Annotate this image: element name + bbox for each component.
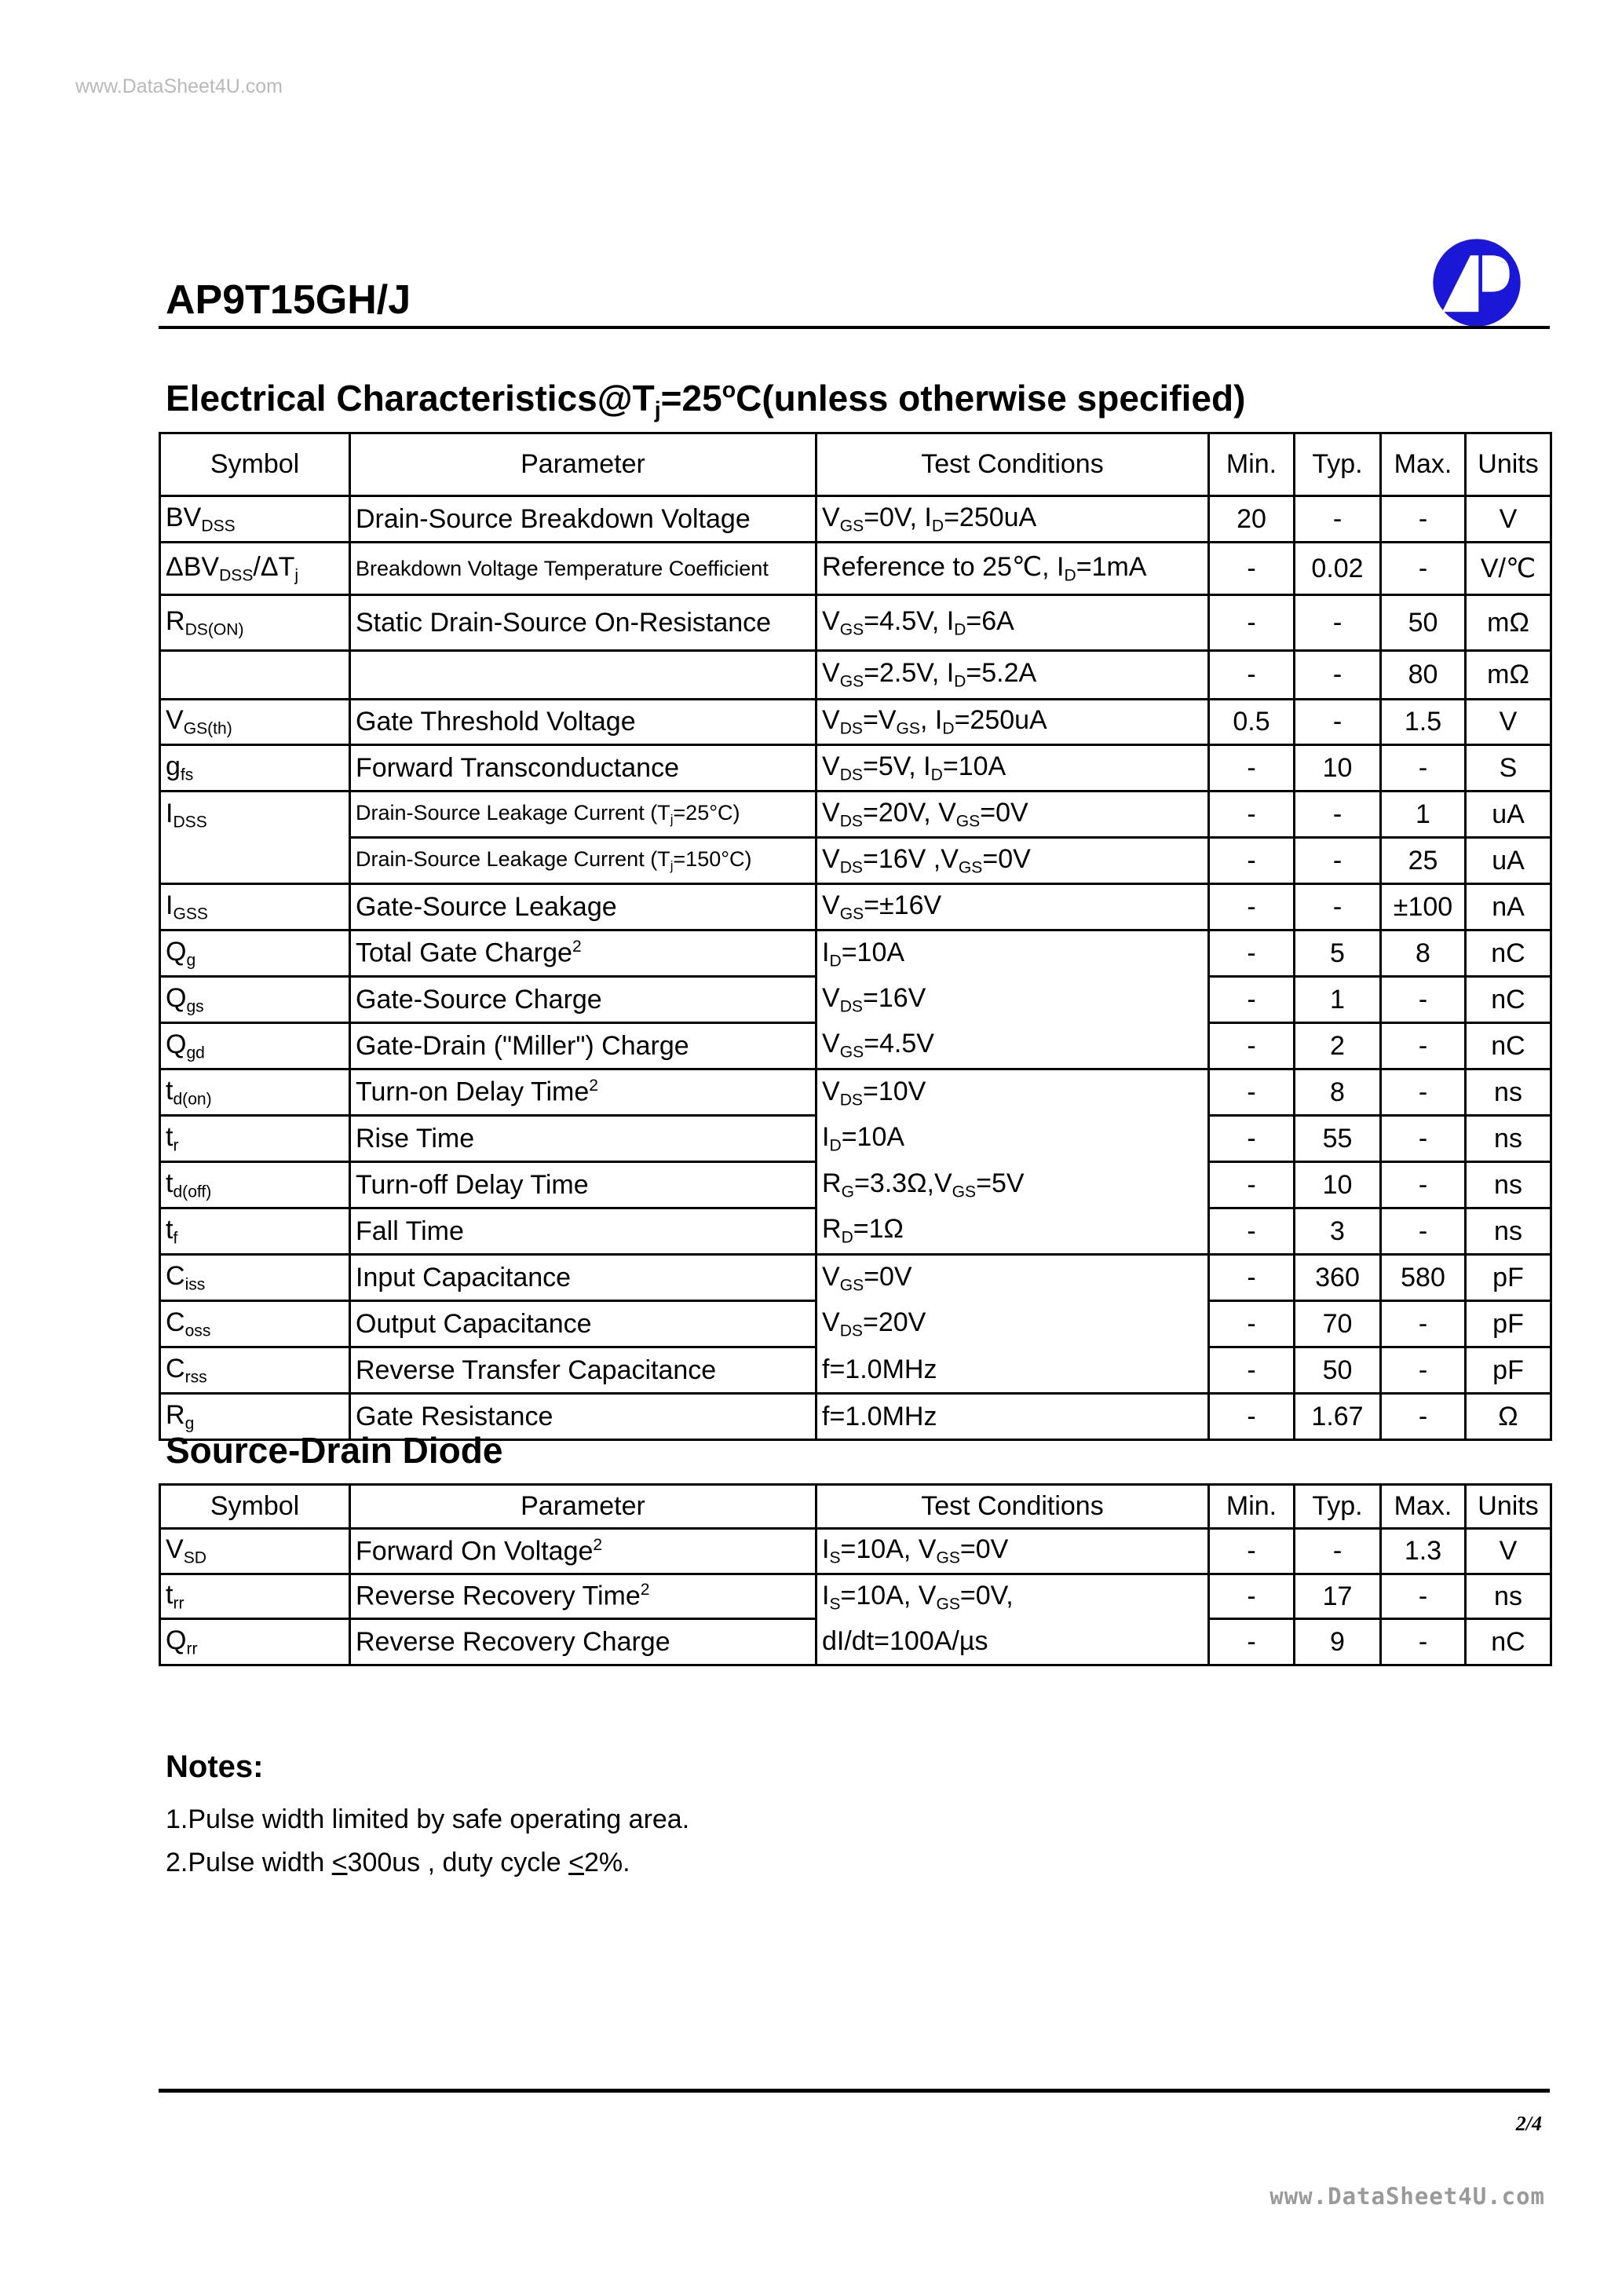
parameter-cell: Forward Transconductance <box>350 745 816 792</box>
test-condition-cell: dI/dt=100A/µs <box>816 1619 1209 1665</box>
column-header: Typ. <box>1295 1485 1381 1529</box>
column-header: Typ. <box>1295 433 1381 496</box>
test-condition-cell: $V_{DS}=5V$, $I_D=10A$ <box>816 745 1209 792</box>
parameter-cell: Gate Resistance <box>350 1394 816 1440</box>
max-cell: 25 <box>1381 838 1466 884</box>
column-header: Max. <box>1381 433 1466 496</box>
unit-cell: V/℃ <box>1466 543 1551 595</box>
table-row <box>160 1574 1551 1619</box>
symbol-cell: $Q_{gd}$ <box>160 1023 350 1069</box>
min-cell: - <box>1209 1116 1295 1162</box>
symbol-cell: $t_r$ <box>160 1116 350 1162</box>
max-cell: - <box>1381 1208 1466 1255</box>
unit-cell: nC <box>1466 930 1551 977</box>
watermark-bottom: www.DataSheet4U.com <box>1269 2183 1545 2210</box>
table-row <box>160 1347 1551 1394</box>
min-cell: - <box>1209 543 1295 595</box>
header-row <box>160 1485 1551 1529</box>
max-cell: 1.3 <box>1381 1529 1466 1574</box>
column-header: Parameter <box>350 1485 816 1529</box>
typ-cell: 9 <box>1295 1619 1381 1665</box>
min-cell: - <box>1209 884 1295 930</box>
symbol-cell: $C_{iss}$ <box>160 1255 350 1301</box>
column-header: Min. <box>1209 433 1295 496</box>
unit-cell: V <box>1466 496 1551 543</box>
symbol-cell: $I_{DSS}$ <box>160 792 350 838</box>
typ-cell: 8 <box>1295 1069 1381 1116</box>
table-row <box>160 1208 1551 1255</box>
typ-cell: 70 <box>1295 1301 1381 1347</box>
test-condition-cell: $R_D=1\Omega$ <box>816 1208 1209 1255</box>
typ-cell: - <box>1295 595 1381 651</box>
max-cell: - <box>1381 543 1466 595</box>
symbol-cell: $R_g$ <box>160 1394 350 1440</box>
parameter-cell: Gate-Source Leakage <box>350 884 816 930</box>
parameter-cell: Forward On Voltage$^2$ <box>350 1529 816 1574</box>
symbol-cell: $Q_g$ <box>160 930 350 977</box>
typ-cell: - <box>1295 700 1381 745</box>
parameter-cell: Output Capacitance <box>350 1301 816 1347</box>
column-header: Symbol <box>160 433 350 496</box>
unit-cell: pF <box>1466 1347 1551 1394</box>
max-cell: - <box>1381 1023 1466 1069</box>
min-cell: - <box>1209 1023 1295 1069</box>
symbol-cell: $t_{d(on)}$ <box>160 1069 350 1116</box>
symbol-cell <box>160 838 350 884</box>
typ-cell: - <box>1295 1529 1381 1574</box>
typ-cell: - <box>1295 792 1381 838</box>
min-cell: - <box>1209 930 1295 977</box>
test-condition-cell: $I_S=10A$, $V_{GS}=0V$, <box>816 1574 1209 1619</box>
min-cell: - <box>1209 1347 1295 1394</box>
symbol-cell: $Q_{gs}$ <box>160 977 350 1023</box>
parameter-cell: Reverse Recovery Charge <box>350 1619 816 1665</box>
unit-cell: uA <box>1466 838 1551 884</box>
max-cell: 80 <box>1381 651 1466 700</box>
unit-cell: ns <box>1466 1069 1551 1116</box>
electrical-title: Electrical $Characteristics@T_j=25^oC(unless$ otherwise specified) <box>166 377 1246 423</box>
min-cell: - <box>1209 1574 1295 1619</box>
max-cell: - <box>1381 1394 1466 1440</box>
min-cell: - <box>1209 595 1295 651</box>
test-condition-cell: f=1.0MHz <box>816 1347 1209 1394</box>
min-cell: - <box>1209 792 1295 838</box>
min-cell: - <box>1209 1255 1295 1301</box>
parameter-cell: Gate-Source Charge <box>350 977 816 1023</box>
min-cell: - <box>1209 651 1295 700</box>
typ-cell: 0.02 <box>1295 543 1381 595</box>
typ-cell: 360 <box>1295 1255 1381 1301</box>
max-cell: 1 <box>1381 792 1466 838</box>
unit-cell: ns <box>1466 1116 1551 1162</box>
parameter-cell: Rise Time <box>350 1116 816 1162</box>
min-cell: 0.5 <box>1209 700 1295 745</box>
max-cell: - <box>1381 1301 1466 1347</box>
parameter-cell: Drain-Source Breakdown Voltage <box>350 496 816 543</box>
table-row <box>160 838 1551 884</box>
table-row <box>160 977 1551 1023</box>
table-row <box>160 745 1551 792</box>
symbol-cell: $g_{fs}$ <box>160 745 350 792</box>
parameter-cell: Drain-Source Leakage Current $(T_j=25^\circ C)$ <box>350 792 816 838</box>
min-cell: - <box>1209 1069 1295 1116</box>
unit-cell: mΩ <box>1466 595 1551 651</box>
symbol-cell: $C_{rss}$ <box>160 1347 350 1394</box>
max-cell: - <box>1381 1574 1466 1619</box>
table-row <box>160 884 1551 930</box>
unit-cell: nC <box>1466 977 1551 1023</box>
parameter-cell: Reverse Transfer Capacitance <box>350 1347 816 1394</box>
part-number: AP9T15GH/J <box>166 277 411 323</box>
parameter-cell: Total Gate Charge$^2$ <box>350 930 816 977</box>
test-condition-cell: $V_{DS}=20V$ <box>816 1301 1209 1347</box>
min-cell: - <box>1209 977 1295 1023</box>
max-cell: 8 <box>1381 930 1466 977</box>
test-condition-cell: $V_{GS}=0V$ <box>816 1255 1209 1301</box>
test-condition-cell: $V_{GS}=4.5V$, $I_D=6A$ <box>816 595 1209 651</box>
max-cell: - <box>1381 1069 1466 1116</box>
max-cell: - <box>1381 1162 1466 1208</box>
min-cell: - <box>1209 1619 1295 1665</box>
parameter-cell: Fall Time <box>350 1208 816 1255</box>
typ-cell: 5 <box>1295 930 1381 977</box>
max-cell: 1.5 <box>1381 700 1466 745</box>
header-rule <box>159 326 1550 329</box>
symbol-cell: $t_{rr}$ <box>160 1574 350 1619</box>
typ-cell: 3 <box>1295 1208 1381 1255</box>
symbol-cell: $BV_{DSS}$ <box>160 496 350 543</box>
table-row <box>160 496 1551 543</box>
parameter-cell: Turn-on Delay Time$^2$ <box>350 1069 816 1116</box>
column-header: Min. <box>1209 1485 1295 1529</box>
test-condition-cell: $V_{GS}=2.5V$, $I_D=5.2A$ <box>816 651 1209 700</box>
symbol-cell: $\Delta BV_{DSS}/\Delta T_j$ <box>160 543 350 595</box>
parameter-cell: Gate-Drain ("Miller") Charge <box>350 1023 816 1069</box>
table-row <box>160 1301 1551 1347</box>
unit-cell: mΩ <box>1466 651 1551 700</box>
column-header: Test Conditions <box>816 1485 1209 1529</box>
test-condition-cell: $V_{DS}=V_{GS}$, $I_D=250uA$ <box>816 700 1209 745</box>
typ-cell: - <box>1295 884 1381 930</box>
source-drain-diode-table <box>159 1483 1552 1666</box>
note-1: 1.Pulse width limited by safe operating area. <box>166 1804 690 1834</box>
symbol-cell <box>160 651 350 700</box>
min-cell: - <box>1209 745 1295 792</box>
watermark-top: www.DataSheet4U.com <box>75 75 283 97</box>
diode-title: Source-Drain Diode <box>166 1430 503 1471</box>
max-cell: 50 <box>1381 595 1466 651</box>
max-cell: 580 <box>1381 1255 1466 1301</box>
note-2: 2.Pulse width <300us , duty cycle <2%. <box>166 1848 630 1877</box>
symbol-cell: $V_{SD}$ <box>160 1529 350 1574</box>
electrical-characteristics-table <box>159 432 1552 1441</box>
symbol-cell: $t_{d(off)}$ <box>160 1162 350 1208</box>
header-row <box>160 433 1551 496</box>
symbol-cell: $t_f$ <box>160 1208 350 1255</box>
unit-cell: uA <box>1466 792 1551 838</box>
table-row <box>160 595 1551 651</box>
test-condition-cell: $V_{DS}=20V$, $V_{GS}=0V$ <box>816 792 1209 838</box>
parameter-cell: Drain-Source Leakage Current $(T_j=150^\circ C)$ <box>350 838 816 884</box>
unit-cell: Ω <box>1466 1394 1551 1440</box>
max-cell: - <box>1381 977 1466 1023</box>
footer-rule <box>159 2089 1550 2093</box>
test-condition-cell: $I_S=10A$, $V_{GS}=0V$ <box>816 1529 1209 1574</box>
unit-cell: nC <box>1466 1023 1551 1069</box>
page-number: 2/4 <box>1515 2112 1542 2135</box>
max-cell: - <box>1381 1619 1466 1665</box>
table-row <box>160 930 1551 977</box>
unit-cell: pF <box>1466 1255 1551 1301</box>
typ-cell: 10 <box>1295 1162 1381 1208</box>
parameter-cell: Input Capacitance <box>350 1255 816 1301</box>
unit-cell: ns <box>1466 1162 1551 1208</box>
parameter-cell <box>350 651 816 700</box>
test-condition-cell: Reference to 25℃, $I_D=1mA$ <box>816 543 1209 595</box>
unit-cell: S <box>1466 745 1551 792</box>
symbol-cell: $C_{oss}$ <box>160 1301 350 1347</box>
symbol-cell: $R_{DS(ON)}$ <box>160 595 350 651</box>
table-row <box>160 1116 1551 1162</box>
parameter-cell: Gate Threshold Voltage <box>350 700 816 745</box>
test-condition-cell: $V_{DS}=10V$ <box>816 1069 1209 1116</box>
notes-title: Notes: <box>166 1749 264 1784</box>
column-header: Symbol <box>160 1485 350 1529</box>
parameter-cell: Turn-off Delay Time <box>350 1162 816 1208</box>
table-row <box>160 792 1551 838</box>
test-condition-cell: $V_{GS}=4.5V$ <box>816 1023 1209 1069</box>
table-row <box>160 1529 1551 1574</box>
min-cell: - <box>1209 838 1295 884</box>
symbol-cell: $V_{GS(th)}$ <box>160 700 350 745</box>
min-cell: 20 <box>1209 496 1295 543</box>
max-cell: - <box>1381 1116 1466 1162</box>
symbol-cell: $I_{GSS}$ <box>160 884 350 930</box>
unit-cell: ns <box>1466 1574 1551 1619</box>
parameter-cell: Breakdown Voltage Temperature Coefficient <box>350 543 816 595</box>
table-row <box>160 1069 1551 1116</box>
typ-cell: 1.67 <box>1295 1394 1381 1440</box>
column-header: Parameter <box>350 433 816 496</box>
max-cell: - <box>1381 496 1466 543</box>
unit-cell: nC <box>1466 1619 1551 1665</box>
unit-cell: V <box>1466 1529 1551 1574</box>
min-cell: - <box>1209 1301 1295 1347</box>
max-cell: - <box>1381 1347 1466 1394</box>
min-cell: - <box>1209 1394 1295 1440</box>
table-row <box>160 1255 1551 1301</box>
test-condition-cell: f=1.0MHz <box>816 1394 1209 1440</box>
typ-cell: - <box>1295 651 1381 700</box>
table-row <box>160 651 1551 700</box>
unit-cell: ns <box>1466 1208 1551 1255</box>
ap-logo <box>1431 237 1522 328</box>
test-condition-cell: $R_G=3.3\Omega,V_{GS}=5V$ <box>816 1162 1209 1208</box>
typ-cell: 2 <box>1295 1023 1381 1069</box>
table-row <box>160 1619 1551 1665</box>
typ-cell: 17 <box>1295 1574 1381 1619</box>
symbol-cell: $Q_{rr}$ <box>160 1619 350 1665</box>
max-cell: - <box>1381 745 1466 792</box>
typ-cell: - <box>1295 838 1381 884</box>
column-header: Test Conditions <box>816 433 1209 496</box>
table-row <box>160 1023 1551 1069</box>
test-condition-cell: $V_{DS}=16V$ <box>816 977 1209 1023</box>
test-condition-cell: $I_D=10A$ <box>816 1116 1209 1162</box>
typ-cell: - <box>1295 496 1381 543</box>
column-header: Units <box>1466 1485 1551 1529</box>
table-row <box>160 1162 1551 1208</box>
min-cell: - <box>1209 1208 1295 1255</box>
test-condition-cell: $V_{GS}=\pm 16V$ <box>816 884 1209 930</box>
column-header: Units <box>1466 433 1551 496</box>
unit-cell: V <box>1466 700 1551 745</box>
min-cell: - <box>1209 1529 1295 1574</box>
table-row <box>160 543 1551 595</box>
parameter-cell: Static Drain-Source On-Resistance <box>350 595 816 651</box>
column-header: Max. <box>1381 1485 1466 1529</box>
test-condition-cell: $I_D=10A$ <box>816 930 1209 977</box>
parameter-cell: Reverse Recovery Time$^2$ <box>350 1574 816 1619</box>
typ-cell: 1 <box>1295 977 1381 1023</box>
table-row <box>160 700 1551 745</box>
max-cell: ±100 <box>1381 884 1466 930</box>
test-condition-cell: $V_{GS}=0V$, $I_D=250uA$ <box>816 496 1209 543</box>
typ-cell: 50 <box>1295 1347 1381 1394</box>
typ-cell: 55 <box>1295 1116 1381 1162</box>
test-condition-cell: $V_{DS}=16V$ $,V_{GS}=0V$ <box>816 838 1209 884</box>
min-cell: - <box>1209 1162 1295 1208</box>
unit-cell: pF <box>1466 1301 1551 1347</box>
typ-cell: 10 <box>1295 745 1381 792</box>
unit-cell: nA <box>1466 884 1551 930</box>
